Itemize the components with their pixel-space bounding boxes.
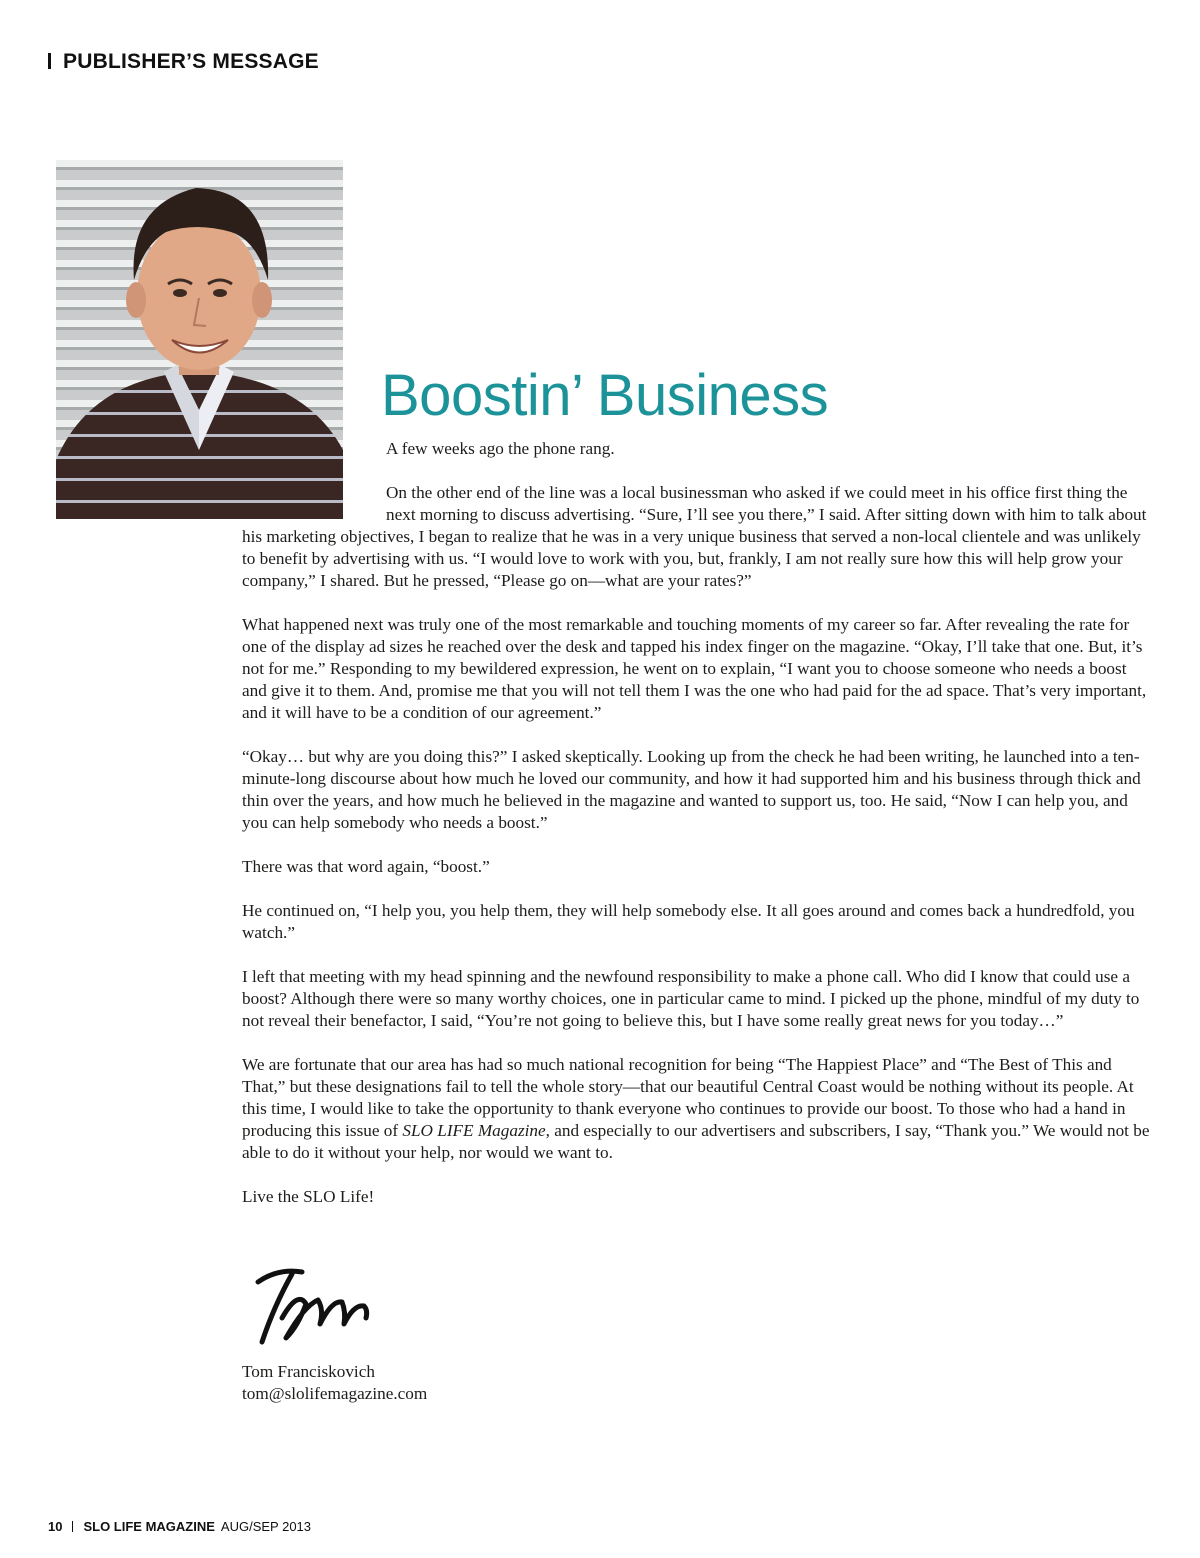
paragraph: On the other end of the line was a local businessman who asked if we could meet in his office first thing the next morning to discuss advertising. “Sure, I’ll see you there,” I said. After sitting down with him to talk about his marketing objectives, I began to realize that he was in a very unique business that served a non-local clientele and was unlikely to benefit by advertising with us. “I would love to work with you, but, frankly, I am not really sure how this will help grow your company,” I shared. But he pressed, “Please go on—what are your rates?” bbox=[242, 483, 1147, 590]
magazine-name-italic: SLO LIFE Magazine bbox=[402, 1121, 546, 1140]
magazine-name: SLO LIFE MAGAZINE bbox=[83, 1519, 215, 1534]
section-label bbox=[48, 50, 319, 74]
paragraph: He continued on, “I help you, you help them, they will help somebody else. It all goes around and comes back a hundredfold, you watch.” bbox=[242, 901, 1135, 942]
paragraph: What happened next was truly one of the most remarkable and touching moments of my career so far. After revealing the rate for one of the display ad sizes he reached over the desk and tapped his index finger on the magazine. “Okay, I’ll take that one. But, it’s not for me.” Responding to my bewildered expression, he went on to explain, “I want you to choose someone who needs a boost and give it to them. And, promise me that you will not tell them I was the one who had paid for the ad space. That’s very important, and it will have to be a condition of our agreement.” bbox=[242, 615, 1147, 722]
signature bbox=[240, 1260, 380, 1350]
issue-date: AUG/SEP 2013 bbox=[220, 1519, 312, 1534]
paragraph: There was that word again, “boost.” bbox=[242, 857, 490, 876]
article-title: Boostin’ Business bbox=[381, 363, 829, 428]
author-name: Tom Franciskovich bbox=[242, 1362, 375, 1381]
photo-wrap-spacer bbox=[242, 438, 386, 526]
closing-text-after: , and especially to our advertisers and subscribers, I say, “Thank you.” We would not be able to do it without your help, nor would we want to. bbox=[242, 1121, 1150, 1162]
author-block bbox=[242, 1361, 427, 1405]
author-email: tom@slolifemagazine.com bbox=[242, 1384, 428, 1403]
section-label-text: PUBLISHER’S MESSAGE bbox=[63, 50, 319, 73]
sign-line: Live the SLO Life! bbox=[242, 1187, 375, 1206]
closing-paragraph bbox=[242, 1054, 1150, 1164]
paragraph: I left that meeting with my head spinning and the newfound responsibility to make a phone call. Who did I know that could use a boost? Although there were so many worthy choices, one in particular came to mind. I picked up the phone, mindful of my duty to not reveal their benefactor, I said, “You’re not going to believe this, but I have some really great news for you today…” bbox=[242, 967, 1140, 1030]
paragraph: A few weeks ago the phone rang. bbox=[386, 439, 615, 458]
article-body bbox=[242, 438, 1150, 1230]
page-number: 10 bbox=[48, 1519, 63, 1534]
paragraph: “Okay… but why are you doing this?” I asked skeptically. Looking up from the check he had been writing, he launched into a ten-minute-long discourse about how much he loved our community, and how it had supported him and his business through thick and thin over the years, and how much he believed in the magazine and wanted to support us, too. He said, “Now I can help you, and you can help somebody who needs a boost.” bbox=[242, 747, 1141, 832]
closing-text-before: We are fortunate that our area has had so much national recognition for being “The Happiest Place” and “The Best of This and That,” but these designations fail to tell the whole story—that our beautiful Central Coast would be nothing without its people. At this time, I would like to take the opportunity to thank everyone who continues to provide our boost. To those who had a hand in producing this issue of bbox=[242, 1055, 1134, 1140]
footer-divider bbox=[72, 1521, 73, 1532]
page-footer bbox=[48, 1519, 311, 1534]
section-bar bbox=[48, 53, 51, 69]
